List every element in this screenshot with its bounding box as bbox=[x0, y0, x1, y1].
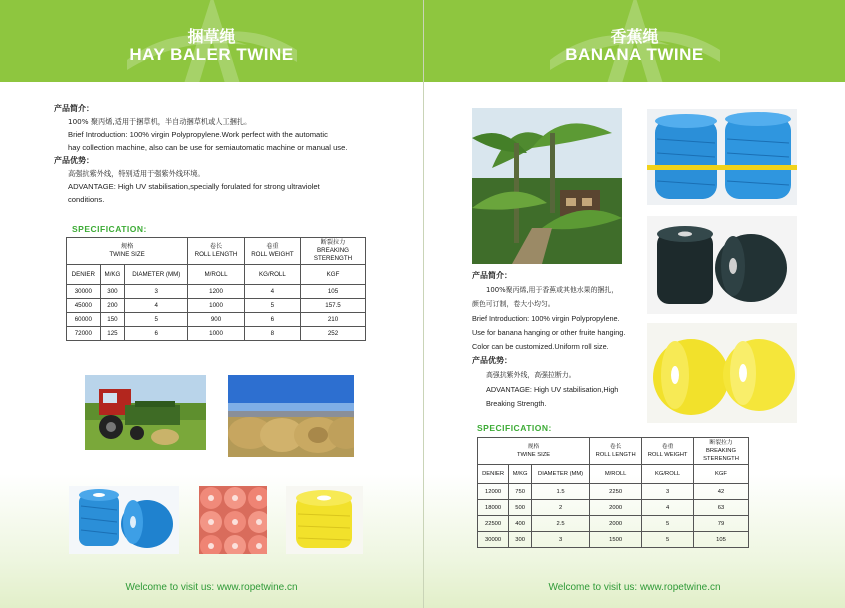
table-row: 12000 750 1.5 2250 3 42 bbox=[478, 484, 749, 500]
col-header-size: 规格 TWINE SIZE bbox=[478, 438, 590, 465]
right-adv-en-1: ADVANTAGE: High UV stabilisation,High bbox=[486, 384, 619, 394]
right-title-en: BANANA TWINE bbox=[565, 45, 704, 64]
left-intro-cn: 100% 聚丙烯,适用于捆草机，半自动捆草机或人工捆扎。 bbox=[68, 117, 252, 126]
hay-bales-photo bbox=[228, 375, 354, 457]
right-title-cn: 香蕉绳 bbox=[610, 27, 659, 46]
left-banner bbox=[0, 0, 423, 82]
sub-header: M/ROLL bbox=[188, 265, 245, 285]
left-title-cn: 捆草绳 bbox=[187, 27, 236, 46]
left-spec-label: SPECIFICATION: bbox=[72, 224, 147, 234]
col-header-size: 规格 TWINE SIZE bbox=[67, 238, 188, 265]
right-footer: Welcome to visit us: www.ropetwine.cn bbox=[548, 582, 721, 593]
col-header-breaking: 断裂拉力 BREAKING STERENGTH bbox=[301, 238, 366, 265]
sub-header: M/KG bbox=[509, 465, 532, 484]
left-intro-en-2: hay collection machine, also can be use for semiautomatic machine or manual use. bbox=[68, 143, 348, 152]
left-title-en: HAY BALER TWINE bbox=[129, 45, 294, 64]
blue-twine-photo bbox=[69, 486, 179, 554]
tractor-field-photo bbox=[85, 375, 206, 450]
table-row: 30000 300 3 1500 5 105 bbox=[478, 532, 749, 548]
salmon-twine-photo bbox=[199, 486, 267, 554]
right-adv-heading: 产品优势： bbox=[472, 356, 512, 366]
left-intro-block bbox=[54, 102, 414, 206]
sub-header: M/ROLL bbox=[590, 465, 642, 484]
sub-header: DIAMETER (MM) bbox=[532, 465, 590, 484]
right-spec-table bbox=[477, 437, 749, 548]
col-header-length: 卷长 ROLL LENGTH bbox=[188, 238, 245, 265]
right-banner bbox=[424, 0, 845, 82]
sub-header: DENIER bbox=[67, 265, 101, 285]
table-row: 30000 300 3 1200 4 105 bbox=[67, 285, 366, 299]
right-intro-heading: 产品简介： bbox=[472, 271, 512, 280]
right-intro-cn-1: 100%聚丙烯,用于香蕉或其他水果的捆扎， bbox=[486, 286, 619, 295]
right-intro-en-1: Brief Introduction: 100% virgin Polypropylene. bbox=[472, 313, 620, 323]
left-footer: Welcome to visit us: www.ropetwine.cn bbox=[125, 582, 298, 593]
right-intro-block bbox=[472, 269, 648, 411]
table-row: 18000 500 2 2000 4 63 bbox=[478, 500, 749, 516]
left-intro-heading: 产品简介： bbox=[54, 104, 94, 113]
left-adv-heading: 产品优势： bbox=[54, 156, 94, 165]
sub-header: KGF bbox=[694, 465, 749, 484]
table-row: 60000 150 5 900 6 210 bbox=[67, 313, 366, 327]
sub-header: M/KG bbox=[100, 265, 125, 285]
col-header-length: 卷长 ROLL LENGTH bbox=[590, 438, 642, 465]
right-intro-en-3: Color can be customized.Uniform roll size. bbox=[472, 342, 609, 352]
sub-header: KG/ROLL bbox=[244, 265, 300, 285]
col-header-weight: 卷重 ROLL WEIGHT bbox=[642, 438, 694, 465]
banana-plantation-photo bbox=[472, 108, 622, 264]
sub-header: KG/ROLL bbox=[642, 465, 694, 484]
left-intro-en-1: Brief Introduction: 100% virgin Polypropylene.Work perfect with the automatic bbox=[68, 130, 328, 139]
blue-rolls-photo bbox=[647, 109, 797, 205]
col-header-weight: 卷重 ROLL WEIGHT bbox=[244, 238, 300, 265]
col-header-breaking: 断裂拉力 BREAKING STERENGTH bbox=[694, 438, 749, 465]
left-spec-table bbox=[66, 237, 366, 341]
sub-header: DENIER bbox=[478, 465, 509, 484]
right-adv-cn: 高强抗紫外线，高强拉断力。 bbox=[486, 371, 576, 380]
left-adv-en-2: conditions. bbox=[68, 195, 105, 204]
left-adv-cn: 高强抗紫外线，特别适用于强紫外线环境。 bbox=[68, 169, 205, 178]
black-rolls-photo bbox=[647, 216, 797, 314]
table-row: 45000 200 4 1000 5 157.5 bbox=[67, 299, 366, 313]
yellow-twine-photo bbox=[286, 486, 363, 554]
sub-header: KGF bbox=[301, 265, 366, 285]
right-intro-cn-2: 颜色可订制，卷大小均匀。 bbox=[472, 300, 555, 309]
right-intro-en-2: Use for banana hanging or other fruite hanging. bbox=[472, 327, 626, 337]
yellow-rolls-photo bbox=[647, 323, 797, 423]
right-adv-en-2: Breaking Strength. bbox=[486, 398, 547, 408]
table-row: 22500 400 2.5 2000 5 79 bbox=[478, 516, 749, 532]
sub-header: DIAMETER (MM) bbox=[125, 265, 188, 285]
right-page bbox=[424, 0, 845, 608]
right-spec-label: SPECIFICATION: bbox=[477, 423, 552, 433]
table-row: 72000 125 6 1000 8 252 bbox=[67, 327, 366, 341]
left-adv-en-1: ADVANTAGE: High UV stabilisation,specially forulated for strong ultraviolet bbox=[68, 182, 320, 191]
